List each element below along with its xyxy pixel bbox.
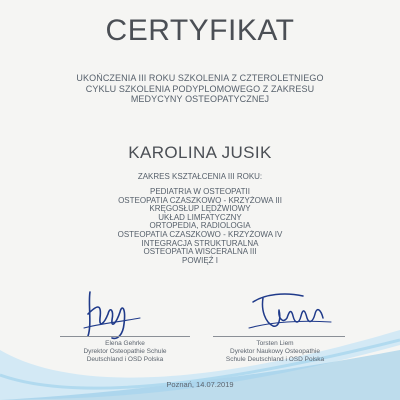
course-item: OSTEOPATIA CZASZKOWO - KRZYŻOWA III: [118, 195, 282, 205]
signature-line: [213, 336, 345, 337]
signature-torsten-liem: [245, 288, 335, 334]
course-item: UKŁAD LIMFATYCZNY: [158, 212, 242, 222]
signatory-role: Dyrektor Osteopathie Schule: [83, 348, 167, 355]
course-item: ORTOPEDIA, RADIOLOGIA: [149, 221, 251, 231]
certificate-intro: [0, 73, 400, 105]
recipient-name: KAROLINA JUSIK: [128, 143, 272, 162]
intro-line: MEDYCYNY OSTEOPATYCZNEJ: [130, 94, 270, 104]
course-item: INTEGRACJA STRUKTURALNA: [141, 238, 259, 248]
course-item: POWIĘŹ I: [182, 255, 218, 265]
course-item: OSTEOPATIA WISCERALNA III: [143, 247, 257, 257]
signature-line: [60, 336, 190, 337]
signatory-block: [200, 340, 350, 364]
signatory-name: Elena Gehrke: [105, 340, 145, 347]
signatory-name: Torsten Liem: [256, 340, 294, 347]
signatory-role: Schule Deutschland i OSD Polska: [225, 356, 325, 363]
place-and-date: Poznań, 14.07.2019: [166, 380, 234, 389]
course-item: KRĘGOSŁUP LĘDŹWIOWY: [149, 204, 251, 214]
signatory-block: [50, 340, 200, 364]
signatory-role: Deutschland i OSD Polska: [86, 356, 164, 363]
scope-label: ZAKRES KSZTAŁCENIA III ROKU:: [137, 172, 263, 181]
course-item: PEDIATRIA W OSTEOPATII: [149, 187, 250, 196]
intro-line: UKOŃCZENIA III ROKU SZKOLENIA Z CZTEROLETNIEGO: [76, 73, 324, 83]
signatory-role: Dyrektor Naukowy Osteopathie: [230, 348, 320, 355]
course-item: OSTEOPATIA CZASZKOWO - KRZYŻOWA IV: [117, 229, 283, 239]
certificate-title: CERTYFIKAT: [105, 14, 295, 47]
intro-line: CYKLU SZKOLENIA PODYPLOMOWEGO Z ZAKRESU: [85, 83, 315, 94]
course-list: [0, 188, 400, 265]
signature-elena-gehrke: [78, 284, 148, 344]
